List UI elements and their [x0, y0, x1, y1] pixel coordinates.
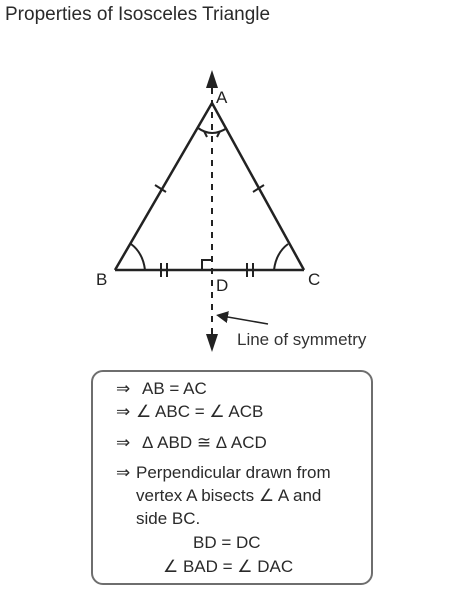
symmetry-pointer-arrow — [222, 316, 268, 324]
property-5-text: BD = DC — [193, 533, 261, 552]
angle-arc-b — [131, 244, 145, 270]
implies-icon: ⇒ — [116, 379, 131, 398]
property-4-text-b: vertex A bisects ∠ A and — [136, 486, 322, 505]
right-angle-marker — [202, 260, 212, 270]
property-4-text-a: Perpendicular drawn from — [136, 463, 331, 482]
vertex-label-b: B — [96, 270, 108, 289]
vertex-label-a: A — [216, 88, 228, 107]
symmetry-label: Line of symmetry — [237, 330, 367, 349]
property-1-text: AB = AC — [142, 379, 207, 398]
implies-icon: ⇒ — [116, 433, 131, 452]
vertex-label-d: D — [216, 276, 229, 295]
property-6-text: ∠ BAD = ∠ DAC — [163, 557, 294, 576]
implies-icon: ⇒ — [116, 402, 131, 421]
property-5 — [193, 532, 261, 554]
vertex-label-c: C — [308, 270, 321, 289]
page-title: Properties of Isosceles Triangle — [5, 4, 271, 25]
property-3-text: Δ ABD ≅ Δ ACD — [142, 433, 267, 452]
property-3 — [116, 432, 267, 454]
symmetry-arrow-down-icon — [206, 334, 218, 352]
property-4a — [116, 462, 331, 484]
property-6 — [163, 556, 293, 578]
property-1 — [116, 378, 207, 400]
property-4c — [136, 508, 200, 530]
property-2 — [116, 401, 263, 423]
implies-icon: ⇒ — [116, 463, 131, 482]
property-4b — [136, 485, 321, 507]
symmetry-arrow-up-icon — [206, 70, 218, 88]
angle-arc-c — [274, 244, 288, 270]
property-2-text: ∠ ABC = ∠ ACB — [136, 402, 264, 421]
property-4-text-c: side BC. — [136, 509, 201, 528]
side-ab — [115, 103, 212, 270]
